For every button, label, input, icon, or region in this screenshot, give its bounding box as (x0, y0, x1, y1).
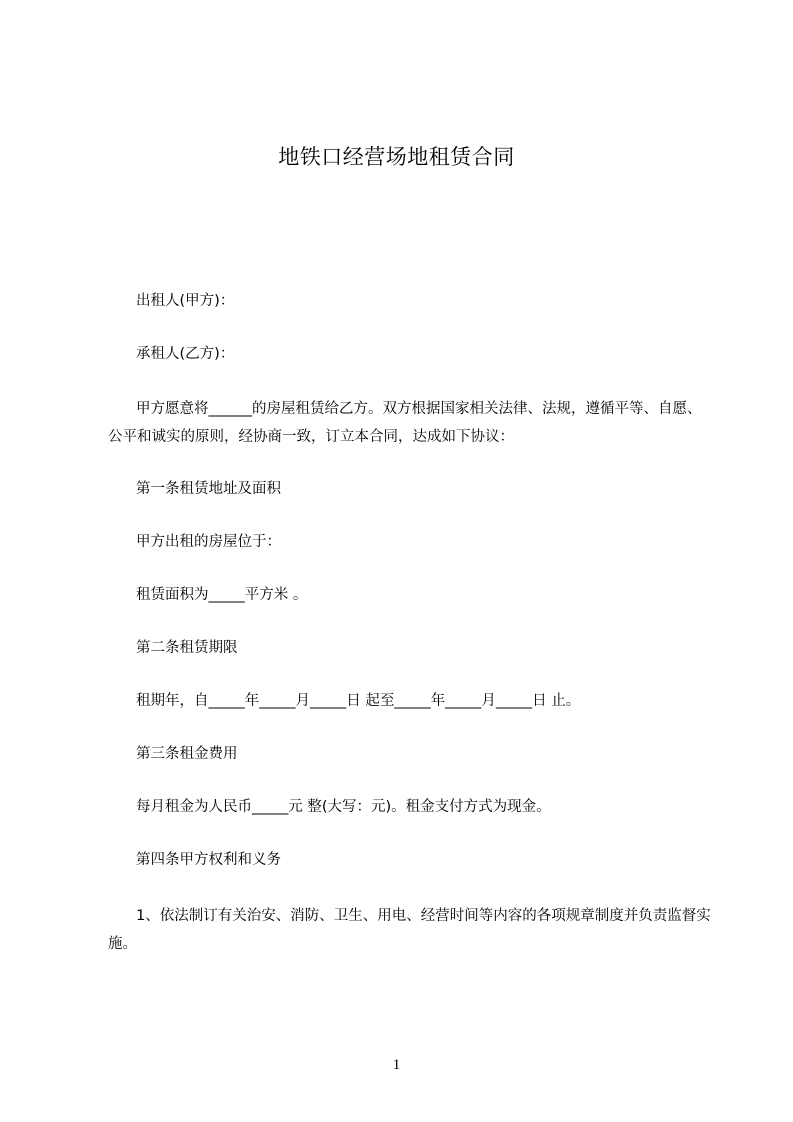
monthly-rent-line: 每月租金为人民币_____元 整(大写：元)。租金支付方式为现金。 (136, 799, 551, 815)
lease-term-line: 租期年，自_____年_____月_____日 起至_____年_____月_____日 止。 (136, 693, 581, 709)
article-1-heading: 第一条租赁地址及面积 (136, 481, 281, 497)
lessor-duty-1: 1、依法制订有关治安、消防、卫生、用电、经营时间等内容的各项规章制度并负责监督实施。 (108, 908, 711, 952)
article-4-heading: 第四条甲方权利和义务 (136, 852, 281, 868)
lessor-line: 出租人(甲方)： (136, 293, 235, 309)
property-location-line: 甲方出租的房屋位于： (136, 534, 281, 550)
page-number: 1 (392, 1057, 401, 1073)
rental-area-line: 租赁面积为_____平方米 。 (136, 587, 308, 603)
document-title: 地铁口经营场地租赁合同 (278, 145, 515, 169)
article-3-heading: 第三条租金费用 (136, 746, 238, 762)
article-2-heading: 第二条租赁期限 (136, 640, 238, 656)
intro-paragraph: 甲方愿意将______的房屋租赁给乙方。双方根据国家相关法律、法规，遵循平等、自愿、公平和诚实的原则，经协商一致，订立本合同，达成如下协议： (108, 401, 702, 445)
lessee-line: 承租人(乙方)： (136, 346, 235, 362)
